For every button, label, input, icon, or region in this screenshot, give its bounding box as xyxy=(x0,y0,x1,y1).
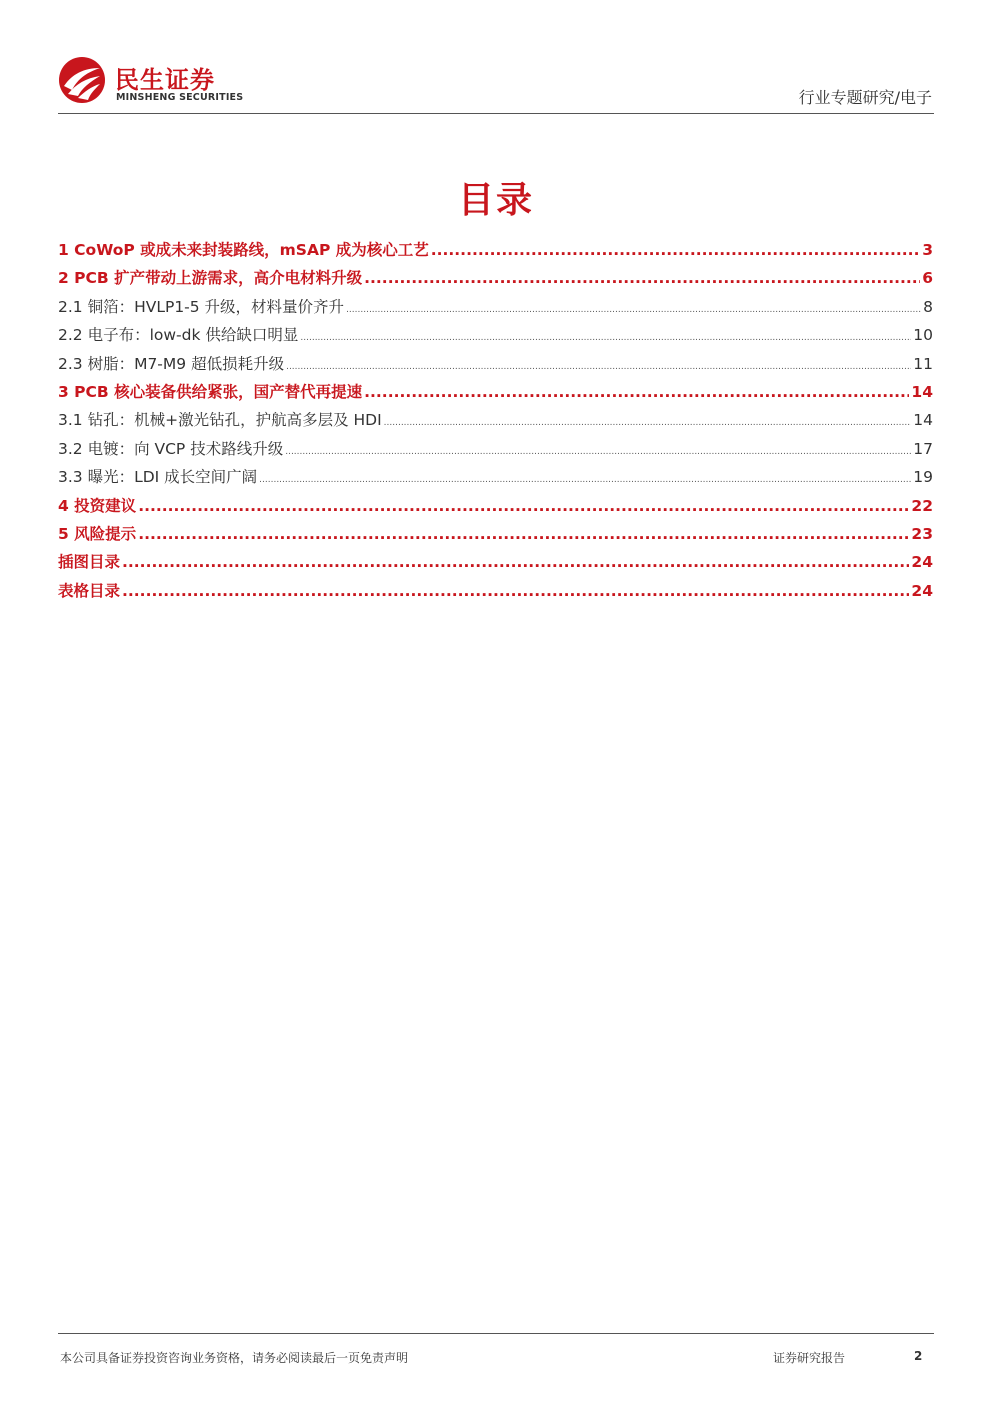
logo-english-name: MINSHENG SECURITIES xyxy=(116,92,244,103)
toc-entry-page: 24 xyxy=(911,553,933,572)
toc-entry-page: 10 xyxy=(913,326,933,345)
toc-entry[interactable] xyxy=(58,352,933,380)
toc-dot-leader xyxy=(122,553,909,571)
toc-entry[interactable] xyxy=(58,437,933,465)
toc-entry-label: 2.1 铜箔：HVLP1-5 升级，材料量价齐升 xyxy=(58,297,345,316)
toc-entry[interactable] xyxy=(58,380,933,408)
toc-dot-leader xyxy=(286,362,911,372)
toc-entry-label: 3.3 曝光：LDI 成长空间广阔 xyxy=(58,468,258,487)
toc-title: 目录 xyxy=(457,180,534,221)
toc-entry-label: 3.2 电镀：向 VCP 技术路线升级 xyxy=(58,439,284,458)
footer-divider xyxy=(58,1333,934,1334)
logo-chinese-name: 民生证券 xyxy=(115,66,215,94)
footer-disclaimer: 本公司具备证券投资咨询业务资格，请务必阅读最后一页免责声明 xyxy=(60,1351,409,1365)
toc-dot-leader xyxy=(300,333,911,343)
toc-entry-page: 24 xyxy=(911,581,933,600)
toc-entry[interactable] xyxy=(58,408,933,436)
toc-dot-leader xyxy=(138,497,909,515)
report-category: 行业专题研究/电子 xyxy=(798,88,932,107)
header-divider xyxy=(58,113,934,114)
toc-entry-page: 19 xyxy=(913,468,933,487)
footer-page-number: 2 xyxy=(914,1349,923,1363)
toc-entry[interactable] xyxy=(58,323,933,351)
toc-entry-label: 5 风险提示 xyxy=(58,524,137,543)
footer-report-type: 证券研究报告 xyxy=(773,1351,846,1365)
toc-entry-page: 6 xyxy=(922,269,933,288)
toc-dot-leader xyxy=(431,241,920,259)
page-header xyxy=(58,54,934,114)
toc-entry-label: 3.1 钻孔：机械+激光钻孔，护航高多层及 HDI xyxy=(58,411,382,430)
toc-dot-leader xyxy=(384,418,912,428)
toc-entry-page: 3 xyxy=(922,241,933,259)
toc-entry-page: 14 xyxy=(913,411,933,430)
toc-entry-page: 8 xyxy=(923,297,933,316)
table-of-contents xyxy=(58,238,933,607)
toc-entry-label: 2.2 电子布：low-dk 供给缺口明显 xyxy=(58,326,299,345)
toc-entry[interactable] xyxy=(58,266,933,294)
toc-entry-page: 14 xyxy=(911,382,933,401)
minsheng-logo-icon xyxy=(58,56,106,104)
toc-entry-page: 17 xyxy=(913,439,933,458)
toc-entry[interactable] xyxy=(58,494,933,522)
toc-dot-leader xyxy=(122,582,909,600)
toc-entry[interactable] xyxy=(58,295,933,323)
toc-dot-leader xyxy=(285,447,911,457)
toc-entry-page: 23 xyxy=(911,524,933,543)
toc-entry-label: 插图目录 xyxy=(58,553,121,572)
toc-entry[interactable] xyxy=(58,550,933,578)
toc-dot-leader xyxy=(364,383,909,401)
toc-entry-label: 表格目录 xyxy=(58,581,121,600)
toc-entry[interactable] xyxy=(58,465,933,493)
toc-entry-label: 1 CoWoP 或成未来封装路线，mSAP 成为核心工艺 xyxy=(58,241,429,259)
toc-dot-leader xyxy=(259,475,911,485)
minsheng-logo xyxy=(58,56,298,108)
toc-entry-label: 2.3 树脂：M7-M9 超低损耗升级 xyxy=(58,354,285,373)
toc-entry[interactable] xyxy=(58,522,933,550)
toc-entry-page: 11 xyxy=(913,354,933,373)
toc-entry-label: 2 PCB 扩产带动上游需求，高介电材料升级 xyxy=(58,269,363,288)
toc-entry[interactable] xyxy=(58,579,933,607)
toc-entry[interactable] xyxy=(58,238,933,266)
toc-entry-label: 3 PCB 核心装备供给紧张，国产替代再提速 xyxy=(58,382,363,401)
toc-dot-leader xyxy=(138,525,909,543)
toc-dot-leader xyxy=(364,269,920,287)
toc-entry-label: 4 投资建议 xyxy=(58,496,137,515)
toc-dot-leader xyxy=(346,305,921,315)
toc-entry-page: 22 xyxy=(911,496,933,515)
